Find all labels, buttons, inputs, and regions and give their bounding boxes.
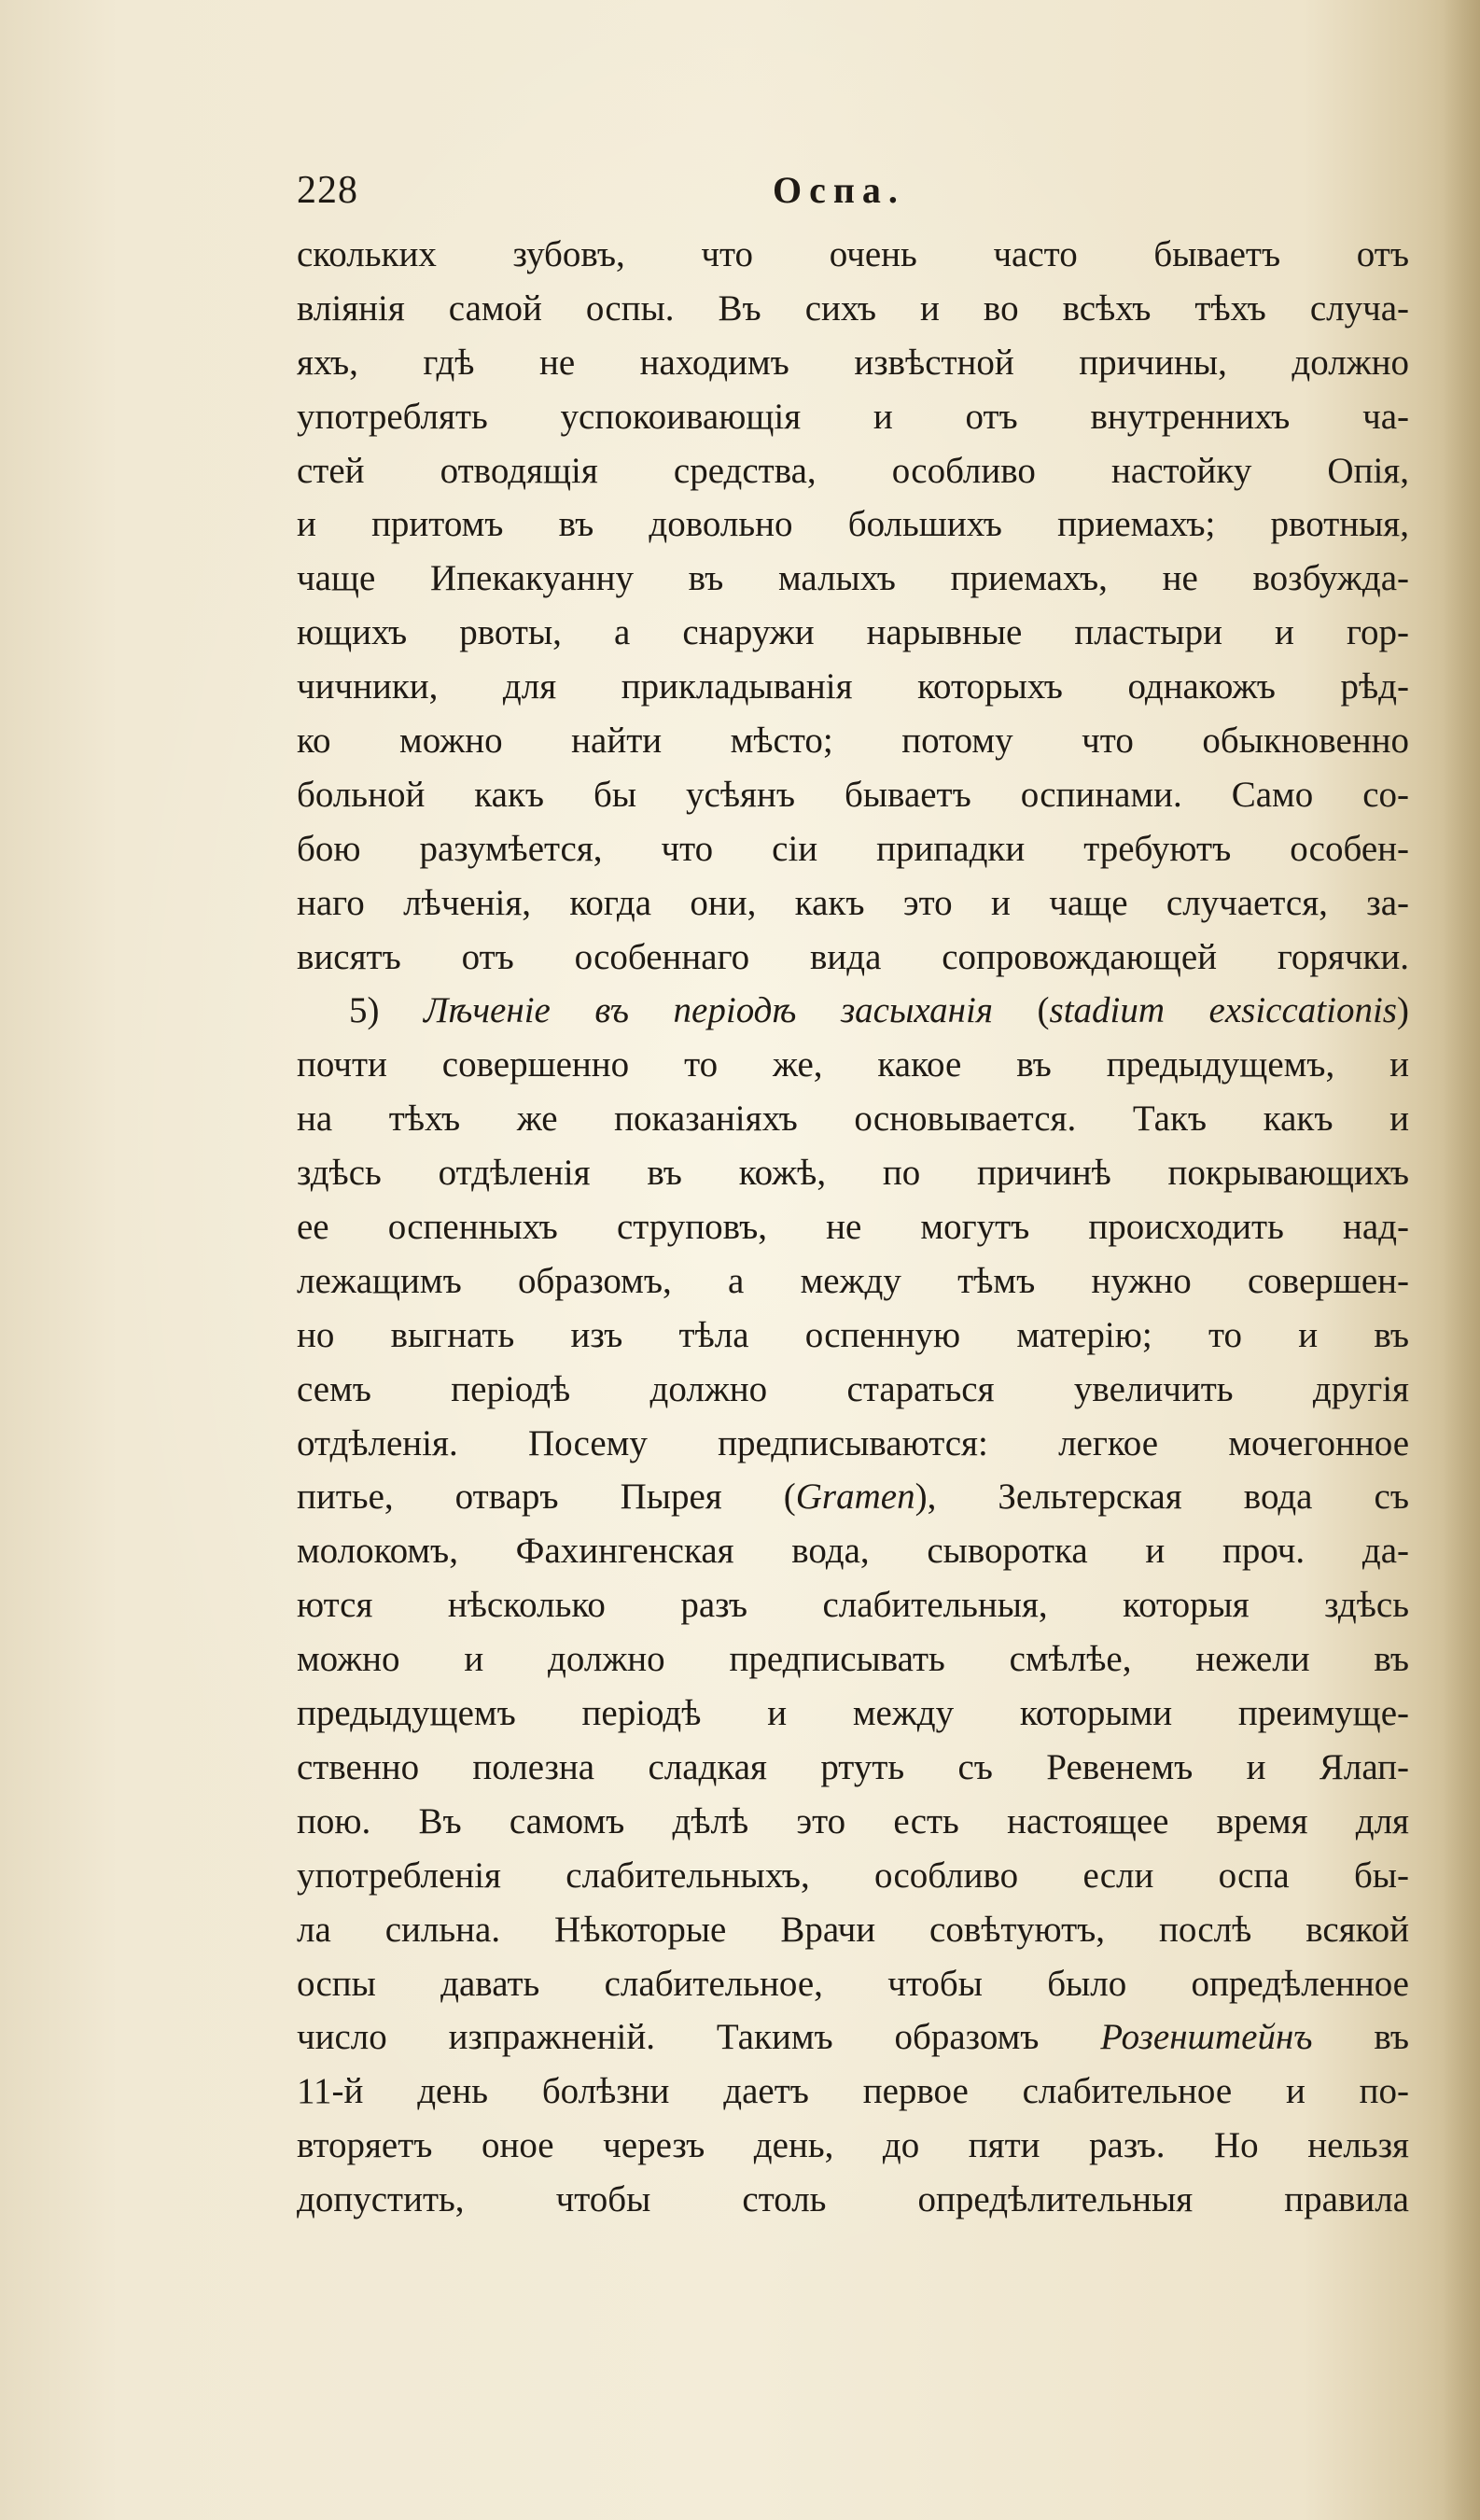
text-line: молокомъ, Фахингенская вода, сыворотка и проч. да- [297, 1531, 1409, 1572]
text-fragment: питье, отваръ Пырея ( [297, 1477, 796, 1518]
paren-open: ( [993, 990, 1050, 1031]
text-line: стей отводящія средства, особливо настойку Опія, [297, 450, 1409, 491]
text-line: пою. Въ самомъ дѣлѣ это есть настоящее время для [297, 1800, 1409, 1841]
text-line: употреблять успокоивающія и отъ внутреннихъ ча- [297, 396, 1409, 437]
text-line: семъ періодѣ должно стараться увеличить другія [297, 1368, 1409, 1409]
text-line: здѣсь отдѣленія въ кожѣ, по причинѣ покрывающихъ [297, 1153, 1409, 1194]
text-line: на тѣхъ же показаніяхъ основывается. Такъ какъ и [297, 1099, 1409, 1140]
text-line: вторяетъ оное черезъ день, до пяти разъ. Но нельзя [297, 2125, 1409, 2166]
text-line: 11-й день болѣзни даетъ первое слабительное и по- [297, 2071, 1409, 2112]
body-text [297, 228, 1409, 2227]
text-line: чаще Ипекакуанну въ малыхъ приемахъ, не возбужда- [297, 558, 1409, 599]
text-line: чичники, для прикладыванія которыхъ однакожъ рѣд- [297, 666, 1409, 707]
paren-close: ) [1397, 990, 1409, 1031]
text-line: ются нѣсколько разъ слабительныя, которыя здѣсь [297, 1585, 1409, 1626]
page-number: 228 [297, 169, 358, 212]
text-line: допустить, чтобы столь опредѣлительныя правила [297, 2179, 1409, 2220]
text-line: больной какъ бы усѣянъ бываетъ оспинами. Само со- [297, 774, 1409, 815]
text-line: бою разумѣется, что сіи припадки требуютъ особен- [297, 828, 1409, 869]
text-line-section-heading [297, 984, 1409, 1038]
text-line: ственно полезна сладкая ртуть съ Ревенемъ и Ялап- [297, 1746, 1409, 1787]
text-line-with-italic [297, 1470, 1409, 1524]
text-line: оспы давать слабительное, чтобы было опредѣленное [297, 1963, 1409, 2004]
text-fragment: ), Зельтерская вода съ [915, 1477, 1409, 1518]
section-title-italic: Лѣченіе въ періодѣ засыханія [424, 990, 993, 1031]
page-edge-shadow [1443, 0, 1480, 2520]
text-line-with-italic [297, 2010, 1409, 2065]
text-line: и притомъ въ довольно большихъ приемахъ; рвотныя, [297, 504, 1409, 545]
text-line: употребленія слабительныхъ, особливо если оспа бы- [297, 1855, 1409, 1896]
text-line: ее оспенныхъ струповъ, не могутъ происходить над- [297, 1207, 1409, 1248]
text-line: отдѣленія. Посему предписываются: легкое мочегонное [297, 1422, 1409, 1463]
page-header [297, 168, 1437, 224]
person-name-italic: Розенштейнъ [1100, 2017, 1313, 2058]
text-line: яхъ, гдѣ не находимъ извѣстной причины, должно [297, 342, 1409, 383]
section-number: 5) [349, 990, 425, 1031]
text-line: висятъ отъ особеннаго вида сопровождающей горячки. [297, 936, 1409, 977]
text-fragment: число изпражненій. Такимъ образомъ [297, 2017, 1101, 2058]
text-fragment: въ [1312, 2017, 1409, 2058]
text-line: предыдущемъ періодѣ и между которыми преимуще- [297, 1693, 1409, 1734]
text-line: ко можно найти мѣсто; потому что обыкновенно [297, 721, 1409, 762]
text-line: лежащимъ образомъ, а между тѣмъ нужно совершен- [297, 1260, 1409, 1301]
latin-term-italic: stadium exsiccationis [1049, 990, 1397, 1031]
running-head: Оспа. [773, 169, 905, 211]
text-line: почти совершенно то же, какое въ предыдущемъ, и [297, 1044, 1409, 1085]
latin-term-italic: Gramen [795, 1477, 915, 1518]
text-line: скольких зубовъ, что очень часто бываетъ отъ [297, 234, 1409, 274]
text-line: наго лѣченія, когда они, какъ это и чаще случается, за- [297, 882, 1409, 923]
text-line: можно и должно предписывать смѣлѣе, нежели въ [297, 1639, 1409, 1680]
text-line: но выгнать изъ тѣла оспенную матерію; то и въ [297, 1314, 1409, 1355]
text-line: вліянія самой оспы. Въ сихъ и во всѣхъ тѣхъ случа- [297, 287, 1409, 329]
text-line: ла сильна. Нѣкоторые Врачи совѣтуютъ, послѣ всякой [297, 1909, 1409, 1950]
text-line: ющихъ рвоты, а снаружи нарывные пластыри и гор- [297, 612, 1409, 653]
